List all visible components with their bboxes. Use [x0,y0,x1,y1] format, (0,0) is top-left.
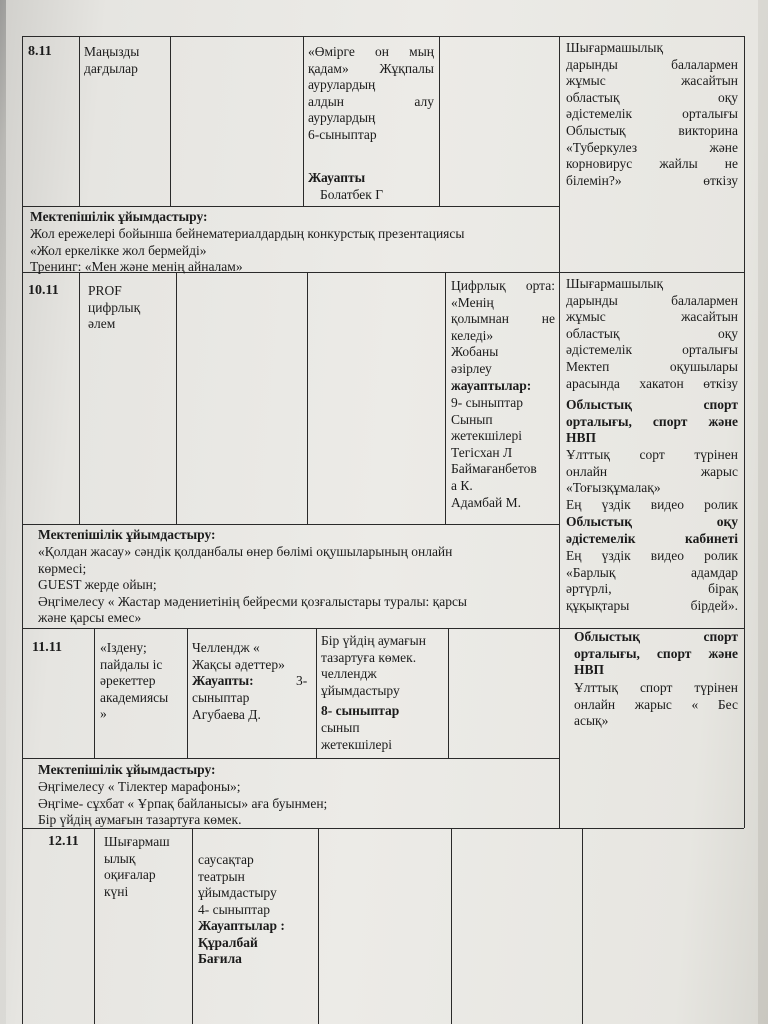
regional-org-title: Облыстық спорт орталығы, спорт және НВП [574,629,738,678]
school-org-title: Мектепішілік ұйымдастыру: [30,209,208,224]
school-org-text: Әңгімелесу « Тілектер марафоны»; Әңгіме- сұхбат « Ұрпақ байланысы» аға буынмен; Бір үйдің аумағын тазартуға көмек. [38,779,328,828]
regional-event: Ұлттық сорт түрінен онлайн жарыс «Тоғызқұмалақ» Ең үздік видео ролик [566,447,738,512]
responsible-title: жауаптылар: [451,378,532,393]
row-theme: «Іздену; пайдалы іс әрекеттер академиясы » [100,640,169,722]
responsible-title: Жауапты [308,170,366,185]
row-date: 8.11 [28,44,52,59]
table-border-left [22,36,23,1024]
col-divider [170,36,171,206]
regional-event: Ең үздік видео ролик «Барлық адамдар әртүрлі, бірақ құқықтары бірдей». [566,548,738,613]
responsible-name: Болатбек Г [320,187,384,202]
col-divider [582,828,583,1024]
school-org-text: Жол ережелері бойынша бейнематериалдардың конкурстық презентациясы «Жол еркелікке жол бермейді» Тренинг: «Мен және менің айналам» [30,226,465,275]
col-divider [176,272,177,524]
school-org-title: Мектепішілік ұйымдастыру: [38,527,216,542]
col-divider [79,36,80,206]
col-divider [451,828,452,1024]
school-org-title: Мектепішілік ұйымдастыру: [38,762,216,777]
responsible-title: Жауапты: [192,673,254,688]
responsible-title: Жауаптылар : Құралбай Бағила [198,918,285,967]
regional-org-title: Облыстық оқу әдістемелік кабинеті [566,514,738,546]
responsible-list: сыныптар Агубаева Д. [192,690,261,722]
col-divider [94,828,95,1024]
col-divider [559,36,560,828]
regional-org-title: Облыстық спорт орталығы, спорт және НВП [566,397,738,446]
col-divider [187,628,188,758]
event-cell: Цифрлық орта: «Менің қолымнан не келеді» Жобаны әзірлеу [451,278,555,376]
col-divider [439,36,440,206]
row-divider [22,206,560,207]
row-theme: Маңызды дағдылар [84,44,140,76]
row-theme: Шығармаш ылық оқиғалар күні [104,834,170,899]
responsible-list: сынып жетекшілері [321,720,392,752]
school-org-text: «Қолдан жасау» сәндік қолданбалы өнер бөлімі оқушыларының онлайн көрмесі; GUEST жерде ойын; Әңгімелесу « Жастар мәдениетінің бейресми қозғалыстары туралы: қарсы және қарсы емес» [38,544,468,626]
event-cell: Бір үйдің аумағын тазартуға көмек. челлендж ұйымдастыру [321,633,426,698]
responsible-list: 9- сыныптар Сынып жетекшілері Тегісхан Л Баймағанбетов а К. Адамбай М. [451,395,537,510]
row-date: 11.11 [32,640,62,655]
col-divider [318,828,319,1024]
col-divider [94,628,95,758]
responsible-suffix: 3- [296,673,308,688]
col-divider [316,628,317,758]
col-divider [445,272,446,524]
regional-event: Шығармашылық дарынды балалармен жұмыс жасайтын областық оқу әдістемелік орталығы Мектеп оқушылары арасында хакатон өткізу [566,276,738,391]
col-divider [192,828,193,1024]
table-border-right [744,36,745,828]
regional-event: Шығармашылық дарынды балалармен жұмыс жасайтын областық оқу әдістемелік орталығы Облыстық викторина «Туберкулез және корновирус жайлы не білемін?» өткізу [566,40,738,188]
row-date: 10.11 [28,283,59,298]
col-divider [448,628,449,758]
responsible-title: 8- сыныптар [321,703,400,718]
event-cell: саусақтар театрын ұйымдастыру 4- сыныптар [198,852,277,917]
table-border-top [22,36,744,37]
col-divider [307,272,308,524]
row-date: 12.11 [48,834,79,849]
col-divider [79,272,80,524]
row-divider [22,758,560,759]
regional-event: Ұлттық спорт түрінен онлайн жарыс « Бес асық» [574,680,738,729]
event-cell: Челлендж « Жақсы әдеттер» [192,640,285,672]
row-divider [22,524,560,525]
event-cell: «Өмірге он мың қадам» Жұқпалы аурулардың алдын алу аурулардың 6-сыныптар [308,44,434,142]
col-divider [303,36,304,206]
row-theme: PROF цифрлық әлем [88,283,141,332]
